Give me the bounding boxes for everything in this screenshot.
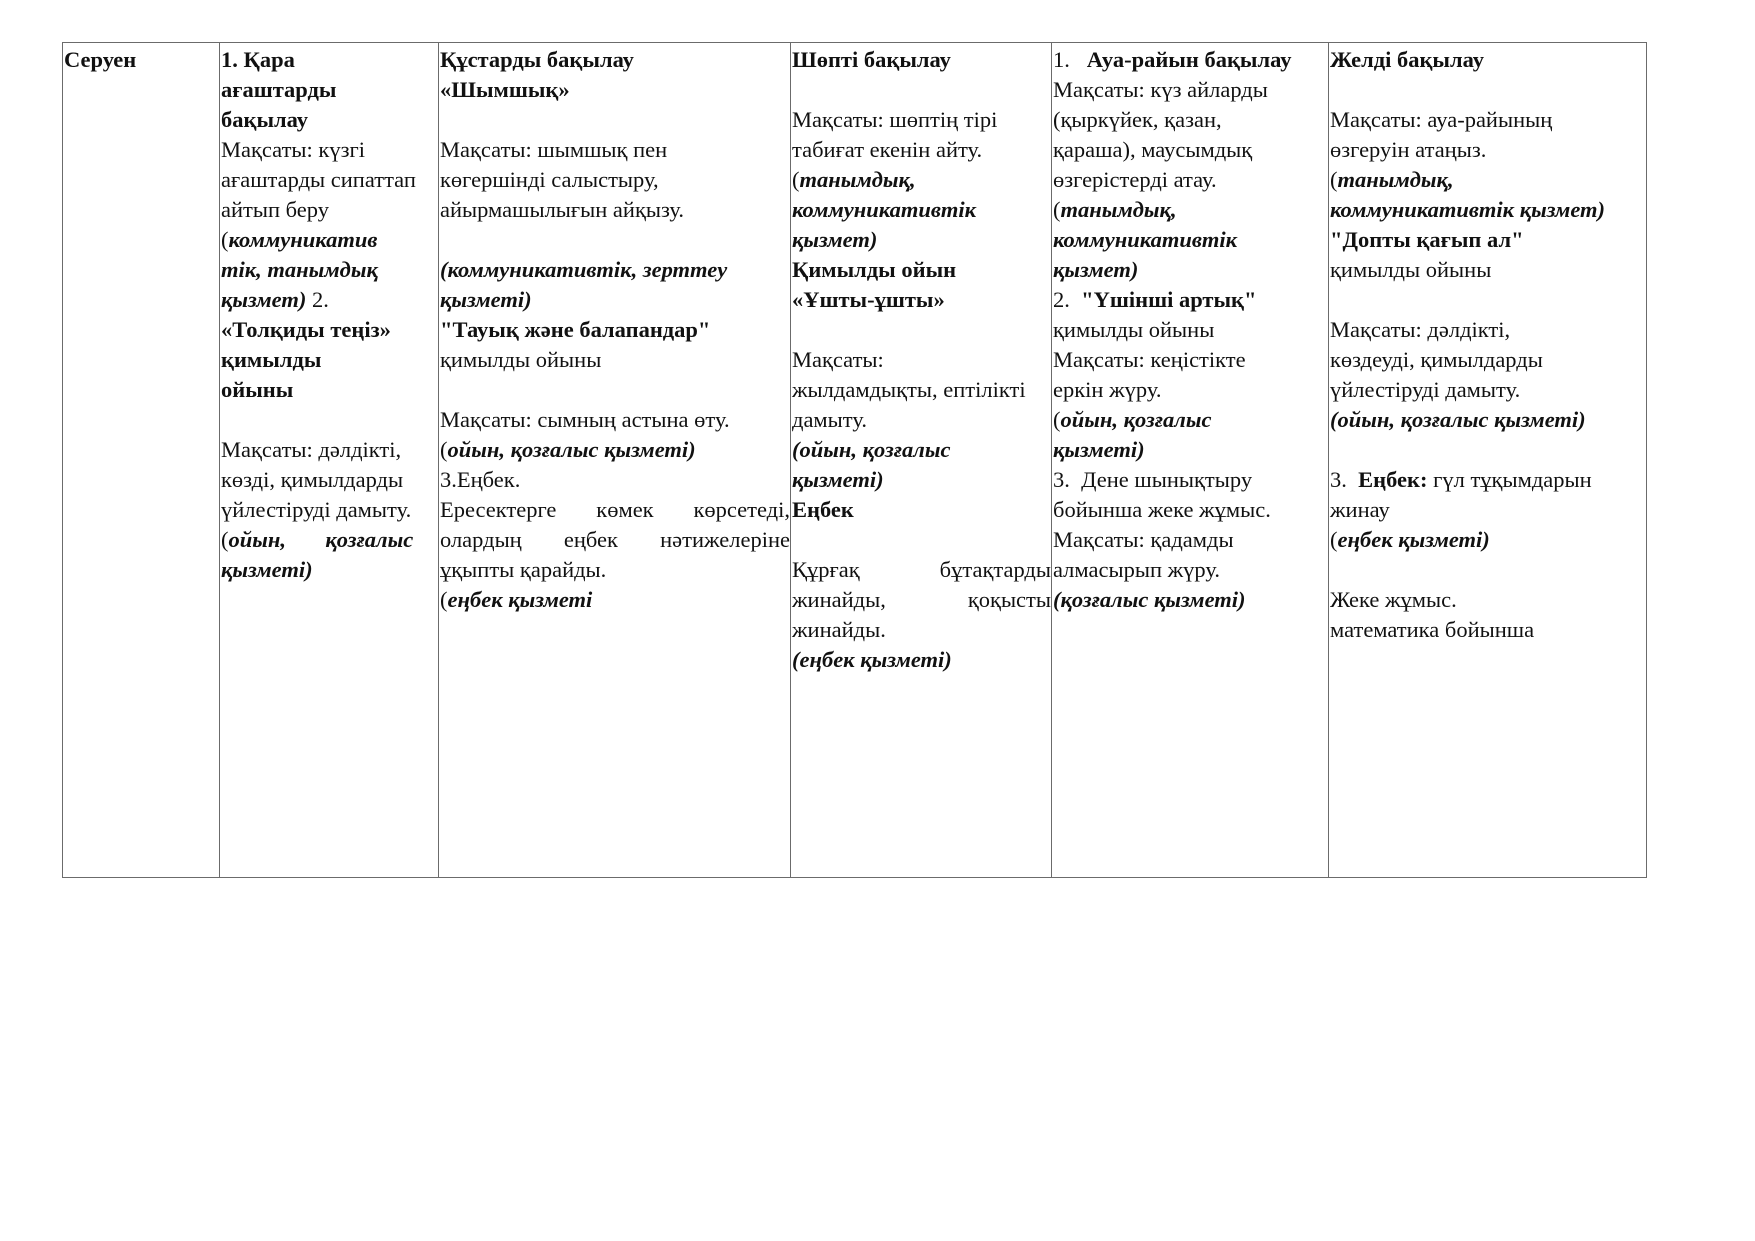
row-label-cell xyxy=(63,43,220,878)
birds-goal-line-2: көгершінді салыстыру, xyxy=(440,167,659,192)
grass-labor-line-3: жинайды. xyxy=(792,617,886,642)
trees-activity-line-3: қызмет) 2. xyxy=(221,287,329,312)
birds-goal-line-3: айырмашылығын айқызу. xyxy=(440,197,685,222)
trees-title-line-2: ағаштарды xyxy=(221,77,337,102)
pe-work-line-1: 3. Дене шынықтыру xyxy=(1053,467,1253,492)
weather-goal-line-4: өзгерістерді атау. xyxy=(1053,167,1217,192)
trees-title-line-3: бақылау xyxy=(221,107,309,132)
labor-text-line-2: олардың еңбек нәтижелеріне xyxy=(440,527,790,552)
chicken-game-goal: Мақсаты: сымның астына өту. xyxy=(440,407,730,432)
birds-activity-line-2: қызметі) xyxy=(440,287,532,312)
grass-activity-line-3: қызмет) xyxy=(792,227,878,252)
wind-labor-activity: (еңбек қызметі) xyxy=(1330,527,1490,552)
grass-title: Шөпті бақылау xyxy=(792,47,951,72)
wind-activity-line-2: коммуникативтік қызмет) xyxy=(1330,197,1606,222)
fly-game-activity-line-2: қызметі) xyxy=(792,467,884,492)
fly-game-title-line-2: «Ұшты-ұшты» xyxy=(792,287,945,312)
chicken-game-title: "Тауық және балапандар" xyxy=(440,317,711,342)
observation-grass-cell xyxy=(791,43,1052,878)
trees-activity-line-2: тік, танымдық xyxy=(221,257,378,282)
pe-goal-line-1: Мақсаты: қадамды xyxy=(1053,527,1234,552)
wave-game-title-line-3: ойыны xyxy=(221,377,294,402)
wave-game-activity-line-2: қызметі) xyxy=(221,557,313,582)
trees-title-line-1: 1. Қара xyxy=(221,47,295,72)
chicken-game-type: қимылды ойыны xyxy=(440,347,602,372)
fly-game-activity-line-1: (ойын, қозғалыс xyxy=(792,437,951,462)
grass-labor-title: Еңбек xyxy=(792,497,854,522)
labor-text-line-3: ұқыпты қарайды. xyxy=(440,557,607,582)
wave-game-title-line-1: «Толқиды теңіз» xyxy=(221,317,391,342)
wind-activity-line-1: (танымдық, xyxy=(1330,167,1454,192)
weather-goal-line-2: (қыркүйек, қазан, xyxy=(1053,107,1222,132)
pe-goal-line-2: алмасырып жүру. xyxy=(1053,557,1220,582)
fly-game-goal-line-1: Мақсаты: xyxy=(792,347,884,372)
ball-game-goal-line-1: Мақсаты: дәлдікті, xyxy=(1330,317,1511,342)
third-extra-activity-line-2: қызметі) xyxy=(1053,437,1145,462)
ball-game-title: "Допты қағып ал" xyxy=(1330,227,1524,252)
weather-goal-line-1: Мақсаты: күз айларды xyxy=(1053,77,1268,102)
birds-activity-line-1: (коммуникативтік, зерттеу xyxy=(440,257,728,282)
ball-game-goal-line-2: көздеуді, қимылдарды xyxy=(1330,347,1543,372)
individual-work-line-2: математика бойынша xyxy=(1330,617,1535,642)
labor-number: 3.Еңбек. xyxy=(440,467,521,492)
observation-trees-cell xyxy=(220,43,439,878)
trees-goal-line-2: ағаштарды сипаттап xyxy=(221,167,416,192)
pe-activity: (қозғалыс қызметі) xyxy=(1053,587,1246,612)
wind-goal-line-2: өзгеруін атаңыз. xyxy=(1330,137,1487,162)
weather-title: 1. Ауа-райын бақылау xyxy=(1053,47,1292,72)
third-extra-goal-line-2: еркін жүру. xyxy=(1053,377,1162,402)
observation-weather-cell xyxy=(1052,43,1329,878)
fly-game-goal-line-2: жылдамдықты, ептілікті xyxy=(792,377,1026,402)
lesson-plan-table xyxy=(62,42,1647,878)
wave-game-activity-line-1: (ойын, қозғалыс xyxy=(221,527,414,552)
fly-game-goal-line-3: дамыту. xyxy=(792,407,867,432)
individual-work-line-1: Жеке жұмыс. xyxy=(1330,587,1457,612)
ball-game-activity: (ойын, қозғалыс қызметі) xyxy=(1330,407,1586,432)
wave-game-goal-line-1: Мақсаты: дәлдікті, xyxy=(221,437,402,462)
observation-birds-cell xyxy=(439,43,791,878)
wind-labor-line-2: жинау xyxy=(1330,497,1390,522)
labor-activity: (еңбек қызметі xyxy=(440,587,593,612)
grass-labor-activity: (еңбек қызметі) xyxy=(792,647,952,672)
wind-goal-line-1: Мақсаты: ауа-райының xyxy=(1330,107,1553,132)
grass-goal-line-2: табиғат екенін айту. xyxy=(792,137,983,162)
wave-game-goal-line-3: үйлестіруді дамыту. xyxy=(221,497,412,522)
fly-game-title-line-1: Қимылды ойын xyxy=(792,257,957,282)
third-extra-game-title: 2. "Үшінші артық" xyxy=(1053,287,1257,312)
grass-goal-line-1: Мақсаты: шөптің тірі xyxy=(792,107,998,132)
third-extra-goal-line-1: Мақсаты: кеңістікте xyxy=(1053,347,1246,372)
grass-activity-line-1: (танымдық, xyxy=(792,167,916,192)
grass-labor-line-2: жинайды, қоқысты xyxy=(792,587,1051,612)
trees-goal-line-1: Мақсаты: күзгі xyxy=(221,137,365,162)
weather-goal-line-3: қараша), маусымдық xyxy=(1053,137,1253,162)
ball-game-goal-line-3: үйлестіруді дамыту. xyxy=(1330,377,1521,402)
table-row xyxy=(63,43,1647,878)
birds-goal-line-1: Мақсаты: шымшық пен xyxy=(440,137,668,162)
weather-activity-line-2: коммуникативтік xyxy=(1053,227,1238,252)
ball-game-type: қимылды ойыны xyxy=(1330,257,1492,282)
grass-labor-line-1: Құрғақ бұтақтарды xyxy=(792,557,1051,582)
birds-title-line-2: «Шымшық» xyxy=(440,77,570,102)
third-extra-game-type: қимылды ойыны xyxy=(1053,317,1215,342)
wind-labor-line-1: 3. Еңбек: гүл тұқымдарын xyxy=(1330,467,1592,492)
weather-activity-line-3: қызмет) xyxy=(1053,257,1139,282)
wind-title: Желді бақылау xyxy=(1330,47,1484,72)
wave-game-title-line-2: қимылды xyxy=(221,347,322,372)
trees-activity-line-1: (коммуникатив xyxy=(221,227,378,252)
observation-wind-cell xyxy=(1329,43,1647,878)
pe-work-line-2: бойынша жеке жұмыс. xyxy=(1053,497,1271,522)
third-extra-activity-line-1: (ойын, қозғалыс xyxy=(1053,407,1212,432)
labor-text-line-1: Ересектерге көмек көрсетеді, xyxy=(440,497,790,522)
wave-game-goal-line-2: көзді, қимылдарды xyxy=(221,467,404,492)
chicken-game-activity: (ойын, қозғалыс қызметі) xyxy=(440,437,696,462)
grass-activity-line-2: коммуникативтік xyxy=(792,197,977,222)
row-label: Серуен xyxy=(64,47,137,72)
trees-goal-line-3: айтып беру xyxy=(221,197,329,222)
birds-title-line-1: Құстарды бақылау xyxy=(440,47,634,72)
weather-activity-line-1: (танымдық, xyxy=(1053,197,1177,222)
